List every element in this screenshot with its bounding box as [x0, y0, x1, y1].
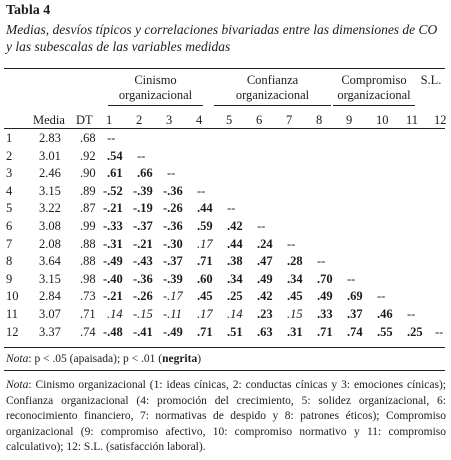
group-cinismo-line2: organizacional	[118, 88, 193, 102]
cell-correlation: .42	[257, 289, 273, 304]
cell-correlation: .59	[197, 219, 213, 233]
group-cinismo-underline	[108, 105, 203, 106]
cell-dt: .88	[80, 236, 96, 251]
column-header-5: 5	[226, 113, 233, 127]
cell-correlation: -.21	[103, 201, 123, 216]
row-label-6: 6	[6, 219, 13, 233]
cell-correlation: .25	[227, 289, 243, 304]
cell-correlation: .71	[317, 324, 333, 339]
cell-correlation: .63	[257, 324, 273, 339]
row-label-9: 9	[6, 271, 13, 286]
column-header-1: 1	[106, 113, 113, 127]
group-confianza-line2: organizacional	[235, 88, 310, 102]
group-sl: S.L.	[420, 73, 442, 87]
cell-correlation: --	[317, 254, 326, 269]
table-caption: Medias, desvíos típicos y correlaciones bivariadas entre las dimensiones de CO y las subescalas de las variables medidas	[6, 22, 438, 54]
cell-correlation: .71	[197, 324, 213, 339]
cell-dt: .71	[80, 307, 96, 321]
cell-correlation: .69	[347, 289, 363, 304]
cell-correlation: .49	[317, 289, 333, 304]
cell-correlation: -.30	[163, 236, 183, 251]
column-header-7: 7	[286, 113, 293, 127]
cell-correlation: -.39	[163, 271, 183, 286]
cell-correlation: --	[377, 289, 386, 304]
group-compromiso	[333, 73, 415, 106]
cell-correlation: .15	[287, 307, 303, 321]
cell-correlation: .24	[257, 236, 273, 251]
cell-correlation: --	[107, 131, 116, 145]
note2-label: Nota	[6, 379, 29, 391]
row-label-4: 4	[6, 183, 13, 198]
cell-correlation: .54	[107, 148, 123, 163]
cell-correlation: .42	[227, 219, 243, 233]
note1-text-b: ); p < .01 (	[113, 353, 163, 365]
cell-correlation: -.15	[133, 307, 153, 321]
cell-correlation: -.40	[103, 271, 123, 286]
cell-correlation: -.11	[163, 307, 182, 321]
group-compromiso-line1: Compromiso	[341, 73, 407, 87]
note1-text-c: )	[197, 353, 202, 365]
cell-correlation: --	[227, 201, 236, 216]
group-confianza-line1: Confianza	[246, 73, 299, 87]
cell-correlation: -.33	[103, 219, 123, 233]
row-label-12: 12	[6, 324, 19, 339]
cell-correlation: -.17	[163, 289, 183, 304]
cell-correlation: -.39	[133, 183, 153, 198]
header-rule	[4, 128, 445, 129]
row-label-8: 8	[6, 254, 13, 269]
legend-note	[6, 378, 446, 456]
cell-media: 2.08	[39, 236, 61, 251]
cell-correlation: -.19	[133, 201, 153, 216]
cell-correlation: -.36	[163, 219, 183, 233]
cell-media: 2.84	[39, 289, 61, 304]
row-label-7: 7	[6, 236, 13, 251]
cell-correlation: .45	[287, 289, 303, 304]
cell-correlation: .28	[287, 254, 303, 269]
cell-correlation: .61	[107, 166, 123, 181]
column-header-11: 11	[406, 113, 419, 127]
cell-correlation: .44	[227, 236, 243, 251]
column-header-3: 3	[166, 113, 173, 127]
cell-dt: .98	[80, 271, 96, 286]
group-cinismo	[108, 73, 203, 106]
column-header-10: 10	[376, 113, 389, 127]
column-header-media: Media	[33, 113, 65, 127]
cell-correlation: --	[287, 236, 296, 251]
cell-correlation: --	[435, 324, 444, 339]
cell-media: 3.15	[39, 271, 61, 286]
cell-dt: .99	[80, 219, 96, 233]
note-rule	[4, 370, 445, 371]
cell-correlation: -.37	[163, 254, 183, 269]
row-label-2: 2	[6, 148, 13, 163]
cell-correlation: -.26	[163, 201, 183, 216]
cell-correlation: -.26	[133, 289, 153, 304]
cell-correlation: .14	[107, 307, 123, 321]
cell-correlation: .37	[347, 307, 363, 321]
cell-correlation: --	[137, 148, 146, 163]
note1-label: Nota	[6, 353, 29, 365]
cell-correlation: .55	[377, 324, 393, 339]
cell-media: 3.15	[39, 183, 61, 198]
cell-correlation: -.43	[133, 254, 153, 269]
cell-correlation: -.49	[103, 254, 123, 269]
cell-media: 2.83	[39, 131, 61, 145]
cell-correlation: -.37	[133, 219, 153, 233]
cell-correlation: -.36	[133, 271, 153, 286]
cell-correlation: --	[167, 166, 176, 181]
group-cinismo-line1: Cinismo	[134, 73, 177, 87]
cell-correlation: .74	[347, 324, 363, 339]
cell-correlation: .44	[197, 201, 213, 216]
cell-correlation: .49	[257, 271, 273, 286]
cell-correlation: -.48	[103, 324, 123, 339]
cell-correlation: .17	[197, 236, 213, 251]
cell-dt: .92	[80, 148, 96, 163]
cell-correlation: .34	[287, 271, 303, 286]
cell-dt: .90	[80, 166, 96, 181]
note1-text-a: : p < .05 (	[28, 353, 74, 365]
cell-correlation: --	[197, 183, 206, 198]
cell-correlation: .34	[227, 271, 243, 286]
note2-text: : Cinismo organizacional (1: ideas cínicas, 2: conductas cínicas y 3: emociones cínicas); Confianza organizacional (4: promoción del crecimiento, 5: solidez organizacional, 6: reconocimiento financiero, 7: normativas de despido y 8: patrones éticos); Compromiso organizacional (9: compromiso afectivo, 10: compromiso normativo y 11: compromiso calculativo); 12: S.L. (satisfacción laboral).	[6, 379, 446, 453]
column-header-9: 9	[346, 113, 353, 127]
cell-correlation: .25	[407, 324, 423, 339]
row-label-3: 3	[6, 166, 13, 181]
cell-correlation: --	[257, 219, 266, 233]
group-confianza-underline	[214, 105, 331, 106]
cell-correlation: -.36	[163, 183, 183, 198]
cell-correlation: --	[407, 307, 416, 321]
note1-negrita: negrita	[162, 353, 198, 365]
significance-note	[6, 352, 446, 367]
column-header-2: 2	[136, 113, 143, 127]
cell-correlation: -.21	[133, 236, 153, 251]
column-header-6: 6	[256, 113, 263, 127]
cell-correlation: .31	[287, 324, 303, 339]
cell-media: 3.01	[39, 148, 61, 163]
cell-dt: .74	[80, 324, 96, 339]
cell-correlation: .70	[317, 271, 333, 286]
row-label-5: 5	[6, 201, 13, 216]
cell-correlation: .60	[197, 271, 213, 286]
column-header-dt: DT	[76, 113, 93, 127]
cell-correlation: .17	[197, 307, 213, 321]
cell-correlation: .66	[137, 166, 153, 181]
cell-correlation: .71	[197, 254, 213, 269]
column-header-12: 12	[434, 113, 447, 127]
cell-media: 3.64	[39, 254, 61, 269]
cell-dt: .89	[80, 183, 96, 198]
cell-media: 3.07	[39, 307, 61, 321]
group-compromiso-line2: organizacional	[337, 88, 411, 102]
cell-correlation: .14	[227, 307, 243, 321]
cell-correlation: -.52	[103, 183, 123, 198]
cell-correlation: -.21	[103, 289, 123, 304]
cell-correlation: .38	[227, 254, 243, 269]
cell-correlation: .47	[257, 254, 273, 269]
row-label-1: 1	[6, 131, 13, 145]
cell-dt: .87	[80, 201, 96, 216]
cell-media: 3.22	[39, 201, 61, 216]
cell-correlation: .51	[227, 324, 243, 339]
cell-correlation: -.49	[163, 324, 183, 339]
cell-media: 2.46	[39, 166, 61, 181]
group-compromiso-underline	[333, 105, 415, 106]
row-label-10: 10	[6, 289, 19, 304]
cell-dt: .73	[80, 289, 96, 304]
column-header-4: 4	[196, 113, 203, 127]
cell-correlation: .23	[257, 307, 273, 321]
cell-media: 3.37	[39, 324, 61, 339]
cell-dt: .68	[80, 131, 96, 145]
top-rule	[4, 68, 445, 69]
cell-correlation: -.41	[133, 324, 153, 339]
cell-correlation: .46	[377, 307, 393, 321]
row-label-11: 11	[6, 307, 19, 321]
column-header-8: 8	[316, 113, 323, 127]
bottom-rule	[4, 347, 445, 348]
group-confianza	[214, 73, 331, 106]
cell-media: 3.08	[39, 219, 61, 233]
cell-correlation: .45	[197, 289, 213, 304]
cell-correlation: --	[347, 271, 356, 286]
cell-dt: .88	[80, 254, 96, 269]
cell-correlation: .33	[317, 307, 333, 321]
cell-correlation: -.31	[103, 236, 123, 251]
table-title: Tabla 4	[6, 3, 51, 18]
note1-apaisada: apaisada	[73, 353, 114, 365]
